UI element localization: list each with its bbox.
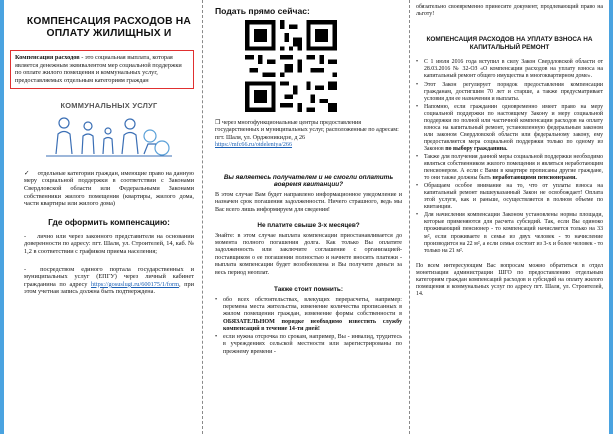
capital-repair-list (416, 59, 603, 254)
receipt-text: В этом случае Вам будет направлено информационное уведомление и назначен срок погашения задолженности. Ничего страшного, ведь мы Вас всего лишь информируем для сведения! (215, 191, 402, 213)
no-pay-text: Знайте: в этом случае выплата компенсации приостанавливается до момента полного погашения долга. Как только Вы оплатите задолженность или заключите соглашение с организацией-поставщиком о ее погашении полностью и начнете вносить платежи - выплата компенсации будет возобновлена и Вы получите деньги за весь период неоплат. (215, 232, 402, 276)
mfc-text-body: через многофункциональные центры предоставления государственных и муниципальных услуг, расположенные по адресам: пгт. Шаля, ул. Орджоникидзе, д 26 (215, 120, 399, 141)
info-item: • Обращаем особое внимание на то, что от уплаты взноса на капитальный ремонт вышеуказанный Закон не освобождает! Оплата этой услуги, как и раньше, осуществляется в полном объеме по квитанции. (416, 183, 603, 211)
portal-text: посредством единого портала государственных и муниципальных услуг (ЕПГУ) через личный кабинет гражданина по адресу (24, 265, 195, 288)
mfc-link[interactable]: https://mfc66.ru/otdeleniya/266 (215, 142, 293, 149)
gosuslugi-link[interactable]: https://gosuslugi.ru/600175/1/form (90, 280, 179, 288)
eligibility-body: отдельные категории граждан, имеющие право на данную меру социальной поддержки в соответствии с Законами Свердловской области или Федеральными Законами собственники жилого помещения (квартиры, жилого дома, части квартиры или жилого дома) (24, 169, 194, 208)
family-illustration (44, 114, 174, 158)
info-item-bold: неработающими пенсионерами. (492, 175, 577, 182)
remember-title: Также стоит помнить: (274, 286, 343, 294)
remember-item: • если нужна отсрочка по срокам, например, Вы - инвалид, трудитесь в учреждениях сельской местности или зарегистрированы по прежнему времени - (215, 334, 402, 356)
definition-box (10, 50, 194, 89)
subtitle: КОММУНАЛЬНЫХ УСЛУГ (60, 100, 158, 110)
info-item: • Для начисления компенсации Законом установлены нормы площади, которые применяются для расчета субсидий. Так, если Вы одиноко проживающий пенсионер - то компенсаций начисляется только на 33 м², если проживаете в семье из двух человек - то начисление производится на 22 м², а если семья состоит из 3-х и более человек - то только на 21 м². (416, 212, 603, 254)
capital-repair-title: КОМПЕНСАЦИЯ РАСХОДОВ НА УПЛАТУ ВЗНОСА НА КАПИТАЛЬНЫЙ РЕМОНТ (426, 36, 593, 51)
info-item (416, 104, 603, 153)
how-to-apply-title: Где оформить компенсацию: (48, 216, 170, 227)
remember-item-text: обо всех обстоятельствах, влекущих перерасчеты, например: перемена места жительства, изменение количества прописанных в жилом помещении граждан, изменение формы собственности в (223, 296, 402, 318)
remember-list (215, 297, 402, 356)
contact-footer: По всем интересующим Вас вопросам можно обратиться в отдел монетизации администрации ШГО по предоставлению отдельным категориям граждан компенсаций расходов и субсидий на оплату жилого помещения и коммунальных услуг по адресу пгт. Шаля, ул. Строителей, 14. (416, 262, 603, 298)
remember-item (215, 297, 402, 333)
continued-text: обязательно своевременно принесите документ, продлевающий право на льготу! (416, 4, 603, 18)
info-item: • Этот Закон регулирует порядок предоставления компенсации гражданам, достигшим 70 лет и старше, а также предусматривает условия для ее назначения и выплаты. (416, 82, 603, 103)
remember-item-bold: ОБЯЗАТЕЛЬНОМ порядке необходимо известить службу компенсаций в течение 14-ти дней! (223, 318, 402, 332)
column-middle (203, 0, 408, 434)
column-right (410, 0, 613, 434)
info-item-bold: по выбору гражданина. (445, 145, 508, 152)
how-option-portal: - посредством единого портала государственных и муниципальных услуг (ЕПГУ) через личный кабинет гражданина по адресу https://gosuslugi.ru/600175/1/form, при этом учетная запись должна быть подтверждена. (24, 265, 195, 296)
qr-code-icon[interactable] (245, 20, 337, 112)
apply-now-title: Подать прямо сейчас: (215, 6, 310, 16)
definition-lead: Компенсация расходов (15, 54, 80, 61)
info-item-text: Напомню, если гражданин одновременно имеет право на меру социальной поддержки по настоящему Закону и меру социальной поддержки по полной или частичной компенсации расходов на оплату взноса на капитальный ремонт, установленную федеральным законом или законом Свердловской области или федеральному закону, ему предоставляется мера социальной поддержки только по одному из Законов (424, 103, 603, 152)
definition-text: - это социальная выплата, которая является денежным эквивалентом мер социальной поддержки по оплате жилого помещения и коммунальных услуг, предоставляемых отдельным категориям граждан (15, 54, 182, 85)
info-item (416, 154, 603, 182)
info-item: • С 1 июля 2016 года вступил в силу Закон Свердловской области от 28.03.2016 № 32-ОЗ «О компенсации расходов на уплату взноса на капитальный ремонт общего имущества в многоквартирном доме». (416, 59, 603, 80)
mfc-text: ❒ через многофункциональные центры предоставления государственных и муниципальных услуг, расположенные по адресам: пгт. Шаля, ул. Орджоникидзе, д 26 https://mfc66.ru/otdeleniya/266 (215, 120, 399, 149)
no-pay-title: Не платите свыше 3-х месяцев? (257, 222, 360, 230)
portal-text-end: , при этом учетная запись должна быть подтверждена. (24, 280, 195, 296)
how-option-in-person-text: лично или через законного представителя на основании доверенности по адресу: пгт. Шаля, ул. Строителей, 14, каб. № 1,2 в соответствии с графиком приема населения; (24, 232, 194, 255)
eligibility-text: ✓ отдельные категории граждан, имеющие право на данную меру социальной поддержки в соответствии с Законами Свердловской области или Федеральными Законами собственники жилого помещения (квартиры, жилого дома, части квартиры или жилого дома) (24, 169, 194, 208)
main-title: КОМПЕНСАЦИЯ РАСХОДОВ НА ОПЛАТУ ЖИЛИЩНЫХ И (26, 16, 192, 39)
receipt-question-title: Вы являетесь получателем и не смогли оплатить вовремя квитанции? (223, 173, 394, 189)
column-left (0, 0, 200, 434)
how-option-in-person: - лично или через законного представителя на основании доверенности по адресу: пгт. Шаля, ул. Строителей, 14, каб. № 1,2 в соответствии с графиком приема населения; (24, 232, 194, 255)
info-item-text: Также для получения данной меры социальной поддержки необходимо являться собственником жилого помещения и являться неработающим пенсионером. А если с Вами в квартире прописаны другие граждане, то они также должны быть (424, 153, 603, 182)
